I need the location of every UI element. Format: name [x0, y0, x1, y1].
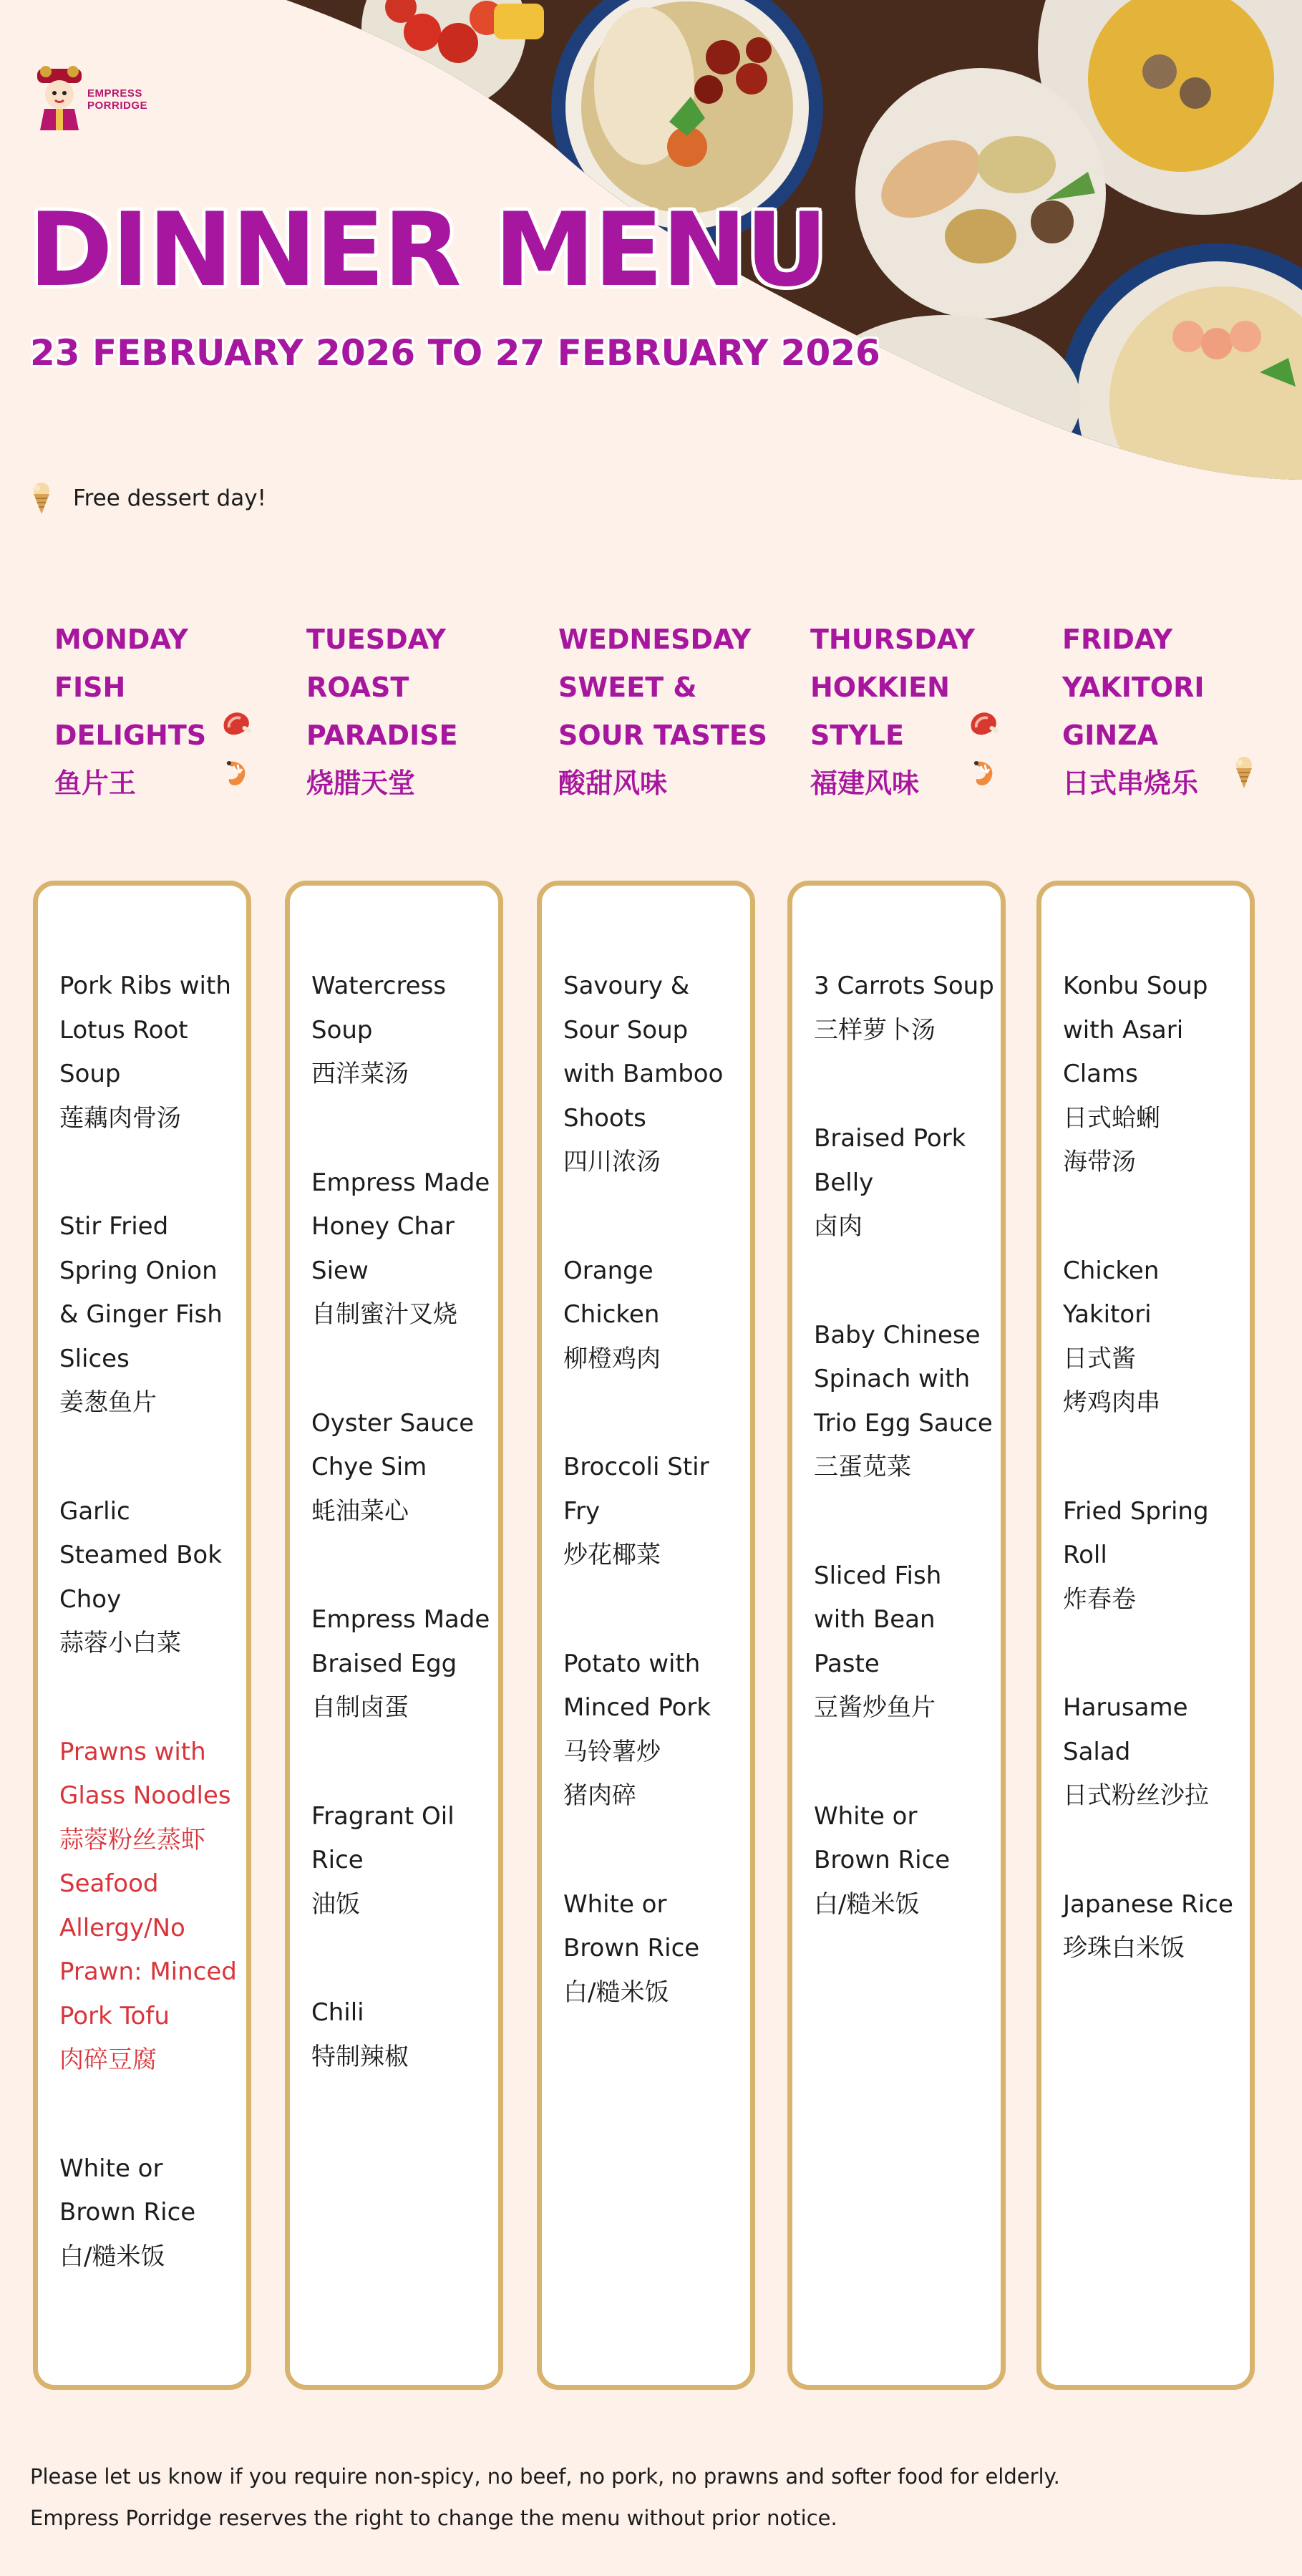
dish-line: Brown Rice — [563, 1934, 700, 1962]
dish-line: Chili — [311, 1998, 364, 2027]
dish-line: Pork Ribs with — [59, 972, 231, 1000]
dish-line: Potato with — [563, 1649, 701, 1678]
theme-chinese: 鱼片王 — [54, 768, 137, 799]
dish-line: Chicken — [563, 1300, 660, 1329]
dish-list — [59, 964, 253, 2279]
dish-line: Stir Fried — [59, 1212, 169, 1241]
dish-line: Yakitori — [1063, 1300, 1152, 1329]
dish-line: Braised Pork — [814, 1124, 966, 1153]
dish-item — [814, 1795, 1007, 1927]
dish-item — [59, 1205, 253, 1425]
dish-item — [563, 1446, 757, 1578]
day-name: WEDNESDAY — [558, 624, 752, 655]
dish-line: 自制蜜汁叉烧 — [311, 1300, 457, 1329]
dish-line: 西洋菜汤 — [311, 1060, 409, 1088]
theme-line: HOKKIEN — [810, 672, 950, 703]
dish-line: 卤肉 — [814, 1212, 863, 1241]
theme-line: FISH — [54, 672, 126, 703]
footer-notes — [30, 2456, 1060, 2539]
dish-line: Sour Soup — [563, 1015, 689, 1045]
dish-line: 姜葱鱼片 — [59, 1388, 157, 1417]
dish-item — [311, 1991, 505, 2079]
theme-line: YAKITORI — [1062, 672, 1205, 703]
theme-line: SOUR TASTES — [558, 720, 768, 751]
dish-item — [59, 964, 253, 1141]
day-name: FRIDAY — [1062, 624, 1173, 655]
shrimp-icon — [966, 756, 999, 789]
dish-line: Baby Chinese — [814, 1320, 981, 1350]
dish-item — [1063, 1686, 1256, 1819]
dish-line: Slices — [59, 1344, 130, 1373]
dish-line: White or — [563, 1889, 667, 1919]
dish-line: Clams — [1063, 1060, 1138, 1088]
dessert-note-text: Free dessert day! — [73, 485, 266, 511]
dish-line: & Ginger Fish — [59, 1300, 223, 1329]
dish-line: 炸春卷 — [1063, 1584, 1136, 1614]
dish-item — [1063, 1249, 1256, 1425]
dish-line: 肉碎豆腐 — [59, 2045, 157, 2074]
dish-line: Allergy/No — [59, 1913, 185, 1942]
dish-line: Spinach with — [814, 1365, 971, 1393]
dish-line: 豆酱炒鱼片 — [814, 1693, 936, 1722]
dish-item — [59, 1490, 253, 1666]
dish-item — [563, 964, 757, 1185]
day-header-wednesday — [558, 616, 773, 808]
dish-line: Prawn: Minced — [59, 1957, 237, 1986]
dish-line: 柳橙鸡肉 — [563, 1344, 661, 1373]
dish-line: 特制辣椒 — [311, 2042, 409, 2071]
dish-line: 自制卤蛋 — [311, 1693, 409, 1722]
ice-cream-icon — [30, 481, 53, 515]
date-range: 23 FEBRUARY 2026 TO 27 FEBRUARY 2026 — [30, 332, 880, 374]
dish-item — [563, 1883, 757, 2015]
hero-banner — [0, 0, 1302, 501]
footer-line: Empress Porridge reserves the right to change the menu without prior notice. — [30, 2506, 837, 2530]
dish-line: 日式蛤蜊 — [1063, 1103, 1160, 1133]
dish-line: Braised Egg — [311, 1649, 457, 1678]
dish-line: Belly — [814, 1168, 874, 1197]
dish-line: Soup — [311, 1015, 373, 1045]
dish-line: Siew — [311, 1256, 369, 1285]
dish-line: Oyster Sauce — [311, 1408, 475, 1438]
footer-line: Please let us know if you require non-spicy, no beef, no pork, no prawns and softer food for elderly. — [30, 2464, 1060, 2489]
dish-line: Brown Rice — [59, 2198, 196, 2227]
dish-line: 白/糙米饭 — [814, 1889, 920, 1919]
dish-line: Spring Onion — [59, 1256, 218, 1285]
day-column-wednesday — [537, 881, 755, 2390]
dish-line: Choy — [59, 1584, 122, 1614]
dish-list — [563, 964, 757, 2015]
dish-line: 猪肉碎 — [563, 1781, 636, 1810]
dish-line: 三样萝卜汤 — [814, 1015, 936, 1045]
dish-line: 蚝油菜心 — [311, 1496, 409, 1526]
dish-line: Soup — [59, 1060, 121, 1088]
day-column-thursday — [787, 881, 1006, 2390]
dish-line: Brown Rice — [814, 1846, 951, 1874]
dish-item — [814, 1314, 1007, 1490]
day-header-tuesday — [306, 616, 521, 808]
dish-line: Fried Spring — [1063, 1496, 1209, 1526]
dish-line: 蒜蓉小白菜 — [59, 1629, 181, 1657]
dish-line: Savoury & — [563, 972, 690, 1000]
dish-line: Chicken — [1063, 1256, 1160, 1285]
dish-line: 马铃薯炒 — [563, 1737, 661, 1766]
dish-item — [1063, 1883, 1256, 1971]
dish-line: Seafood — [59, 1869, 159, 1898]
theme-line: STYLE — [810, 720, 904, 751]
dish-item — [1063, 964, 1256, 1185]
dish-line: Broccoli Stir — [563, 1453, 709, 1481]
dish-line: Harusame — [1063, 1693, 1188, 1722]
dish-line: 油饭 — [311, 1889, 360, 1919]
dish-item — [311, 1402, 505, 1534]
dish-line: 白/糙米饭 — [59, 2242, 165, 2271]
ice-cream-icon — [1233, 755, 1255, 790]
dish-line: Trio Egg Sauce — [814, 1408, 993, 1438]
dish-line: 蒜蓉粉丝蒸虾 — [59, 1825, 205, 1854]
dish-line: Fragrant Oil — [311, 1801, 455, 1831]
dish-line: 3 Carrots Soup — [814, 972, 994, 1000]
dish-list — [814, 964, 1007, 1927]
dish-line: 珍珠白米饭 — [1063, 1934, 1185, 1962]
theme-line: PARADISE — [306, 720, 458, 751]
dish-list — [1063, 964, 1256, 1971]
dish-line: Japanese Rice — [1063, 1889, 1233, 1919]
dish-line: 莲藕肉骨汤 — [59, 1103, 181, 1133]
theme-chinese: 酸甜风味 — [558, 768, 668, 799]
dish-line: Sliced Fish — [814, 1561, 942, 1590]
dish-line: Empress Made — [311, 1605, 490, 1634]
dish-line: Empress Made — [311, 1168, 490, 1197]
dish-line: Salad — [1063, 1737, 1131, 1766]
empress-logo-icon — [34, 63, 84, 135]
dish-item — [311, 1795, 505, 1927]
dish-item — [814, 1117, 1007, 1249]
dish-item — [311, 1161, 505, 1337]
dish-line: 炒花椰菜 — [563, 1541, 661, 1569]
dish-item — [563, 1642, 757, 1819]
brand-logo — [34, 63, 156, 135]
dish-line: Prawns with — [59, 1737, 206, 1766]
dish-line: 日式粉丝沙拉 — [1063, 1781, 1209, 1810]
dish-line: Glass Noodles — [59, 1781, 231, 1810]
dish-line: White or — [814, 1801, 918, 1831]
dish-line: Fry — [563, 1496, 601, 1526]
dish-line: Paste — [814, 1649, 880, 1678]
dish-line: Orange — [563, 1256, 654, 1285]
day-column-tuesday — [285, 881, 503, 2390]
meat-icon — [968, 709, 1001, 737]
dish-line: 日式酱 — [1063, 1344, 1136, 1373]
dish-line: 烤鸡肉串 — [1063, 1388, 1160, 1417]
day-name: THURSDAY — [810, 624, 976, 655]
dish-line: 白/糙米饭 — [563, 1977, 669, 2007]
dish-line: with Bamboo — [563, 1060, 724, 1088]
dish-line: 四川浓汤 — [563, 1148, 661, 1176]
dish-line: with Bean — [814, 1605, 936, 1634]
dish-list — [311, 964, 505, 2079]
dish-line: Watercress — [311, 972, 447, 1000]
logo-text-line: PORRIDGE — [87, 100, 148, 112]
theme-line: DELIGHTS — [54, 720, 207, 751]
dish-line: with Asari — [1063, 1015, 1184, 1045]
dish-line: 海带汤 — [1063, 1148, 1136, 1176]
day-name: TUESDAY — [306, 624, 446, 655]
theme-chinese: 日式串烧乐 — [1062, 768, 1199, 799]
dish-line: 三蛋苋菜 — [814, 1453, 911, 1481]
theme-chinese: 福建风味 — [810, 768, 920, 799]
meat-icon — [220, 709, 253, 737]
day-name: MONDAY — [54, 624, 188, 655]
dish-item — [59, 2147, 253, 2280]
day-column-friday — [1036, 881, 1255, 2390]
dish-line: Rice — [311, 1846, 364, 1874]
page-title: DINNER MENU — [29, 191, 827, 309]
dish-item — [1063, 1490, 1256, 1622]
dish-item — [311, 1598, 505, 1730]
dish-item — [563, 1249, 757, 1382]
dish-line: Minced Pork — [563, 1693, 711, 1722]
logo-text-line: EMPRESS — [87, 87, 142, 100]
dish-line: Shoots — [563, 1103, 646, 1133]
dish-line: Steamed Bok — [59, 1541, 222, 1569]
theme-line: GINZA — [1062, 720, 1159, 751]
dish-item — [814, 1554, 1007, 1730]
shrimp-icon — [219, 756, 252, 789]
dish-line: Roll — [1063, 1541, 1107, 1569]
dish-line: Chye Sim — [311, 1453, 427, 1481]
dish-line: Garlic — [59, 1496, 130, 1526]
dish-line: White or — [59, 2154, 163, 2183]
theme-chinese: 烧腊天堂 — [306, 768, 416, 799]
dish-line: Honey Char — [311, 1212, 455, 1241]
dish-line: Konbu Soup — [1063, 972, 1208, 1000]
dish-line: Lotus Root — [59, 1015, 188, 1045]
theme-line: ROAST — [306, 672, 409, 703]
dessert-note — [30, 481, 266, 515]
dish-item — [59, 1730, 253, 2083]
day-column-monday — [33, 881, 251, 2390]
theme-line: SWEET & — [558, 672, 697, 703]
dish-item — [814, 964, 1007, 1052]
dish-line: Pork Tofu — [59, 2001, 170, 2030]
dish-item — [311, 964, 505, 1097]
